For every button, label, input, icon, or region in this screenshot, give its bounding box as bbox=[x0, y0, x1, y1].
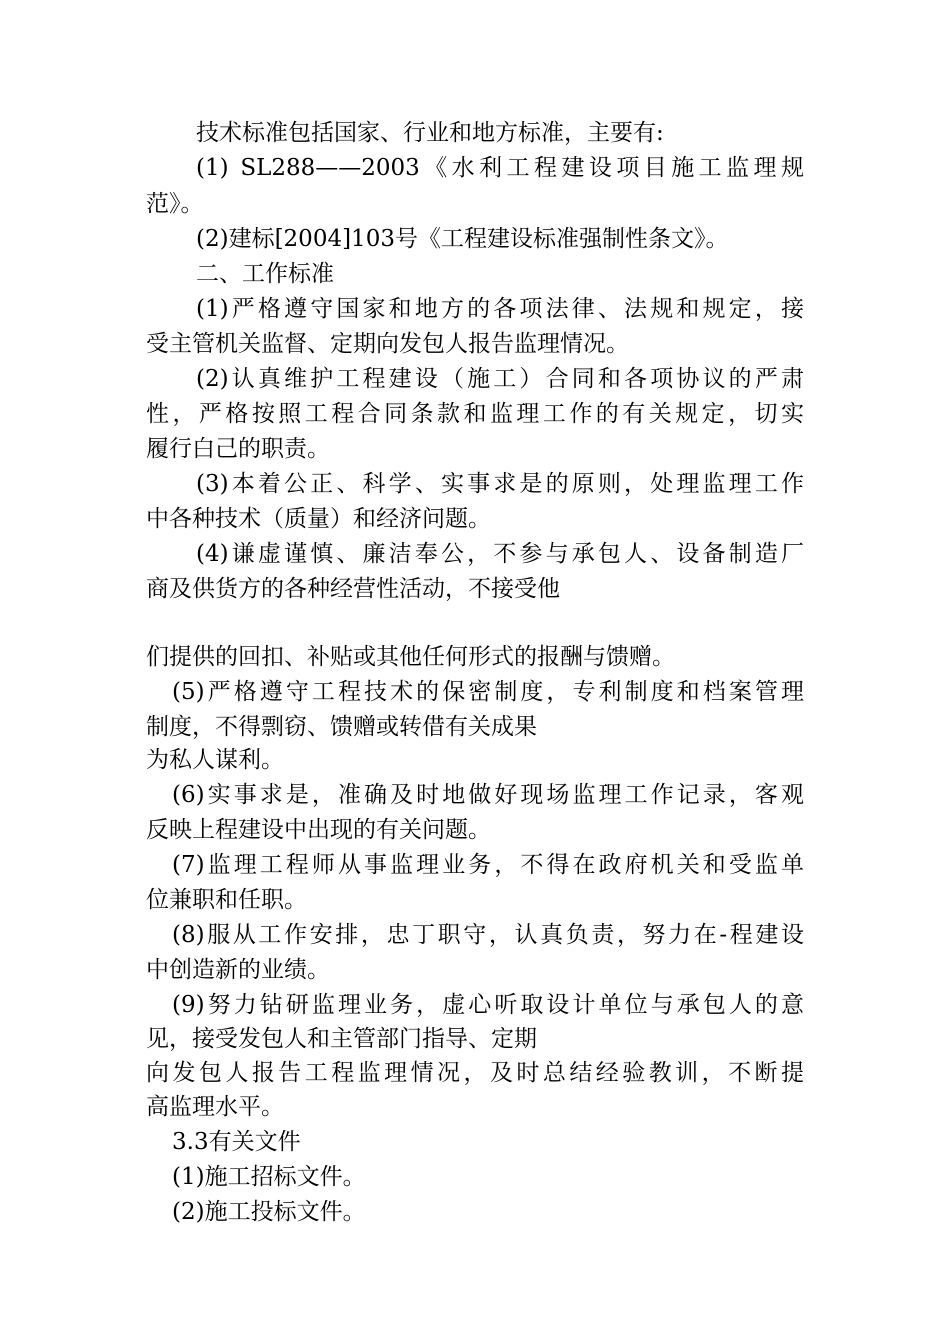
text-line: (1) SL288——2003《水利工程建设项目施工监理规 bbox=[196, 155, 804, 181]
text-line: (5)严格遵守工程技术的保密制度，专利制度和档案管理 bbox=[172, 679, 804, 705]
section-heading: 3.3有关文件 bbox=[172, 1129, 301, 1155]
text-line: (4)谦虚谨慎、廉洁奉公，不参与承包人、设备制造厂 bbox=[196, 541, 804, 567]
text-line: 履行白己的职责。 bbox=[146, 436, 330, 462]
text-line: 技术标准包括国家、行业和地方标准，主要有: bbox=[196, 120, 664, 146]
text-line: (2)建标[2004]103号《工程建设标准强制性条文》。 bbox=[196, 226, 729, 252]
text-line: (2)施工投标文件。 bbox=[172, 1199, 366, 1225]
text-line: (8)服从工作安排，忠丁职守，认真负责，努力在-程建设 bbox=[172, 922, 804, 948]
text-line: 受主管机关监督、定期向发包人报告监理情况。 bbox=[146, 331, 629, 357]
text-line: 高监理水平。 bbox=[146, 1094, 284, 1120]
text-line: (1)施工招标文件。 bbox=[172, 1164, 366, 1190]
text-line: 向发包人报告工程监理情况，及时总结经验教训，不断提 bbox=[146, 1060, 804, 1086]
section-heading: 二、工作标准 bbox=[196, 261, 334, 287]
text-line: 中各种技术（质量）和经济问题。 bbox=[146, 506, 491, 532]
text-line: 位兼职和任职。 bbox=[146, 887, 307, 913]
text-line: (9)努力钻研监理业务，虚心听取设计单位与承包人的意 bbox=[172, 992, 804, 1018]
text-line: 范》。 bbox=[146, 191, 204, 217]
text-line: 反映上程建设中出现的有关问题。 bbox=[146, 817, 491, 843]
text-line: (6)实事求是，准确及时地做好现场监理工作记录，客观 bbox=[172, 782, 804, 808]
text-line: (3)本着公正、科学、实事求是的原则，处理监理工作 bbox=[196, 471, 804, 497]
text-line: 们提供的回扣、补贴或其他任何形式的报酬与馈赠。 bbox=[146, 644, 675, 670]
text-line: 商及供货方的各种经营性活动，不接受他 bbox=[146, 576, 560, 602]
text-line: (2)认真维护工程建设（施工）合同和各项协议的严肃 bbox=[196, 366, 804, 392]
text-line: (7)监理工程师从事监理业务，不得在政府机关和受监单 bbox=[172, 852, 804, 878]
text-line: 为私人谋利。 bbox=[146, 747, 284, 773]
text-line: 性，严格按照工程合同条款和监理工作的有关规定，切实 bbox=[146, 401, 804, 427]
text-line: (1)严格遵守国家和地方的各项法律、法规和规定，接 bbox=[196, 296, 804, 322]
text-line: 中创造新的业绩。 bbox=[146, 957, 330, 983]
text-line: 见，接受发包人和主管部门指导、定期 bbox=[146, 1026, 537, 1052]
text-line: 制度，不得剽窃、馈赠或转借有关成果 bbox=[146, 714, 537, 740]
